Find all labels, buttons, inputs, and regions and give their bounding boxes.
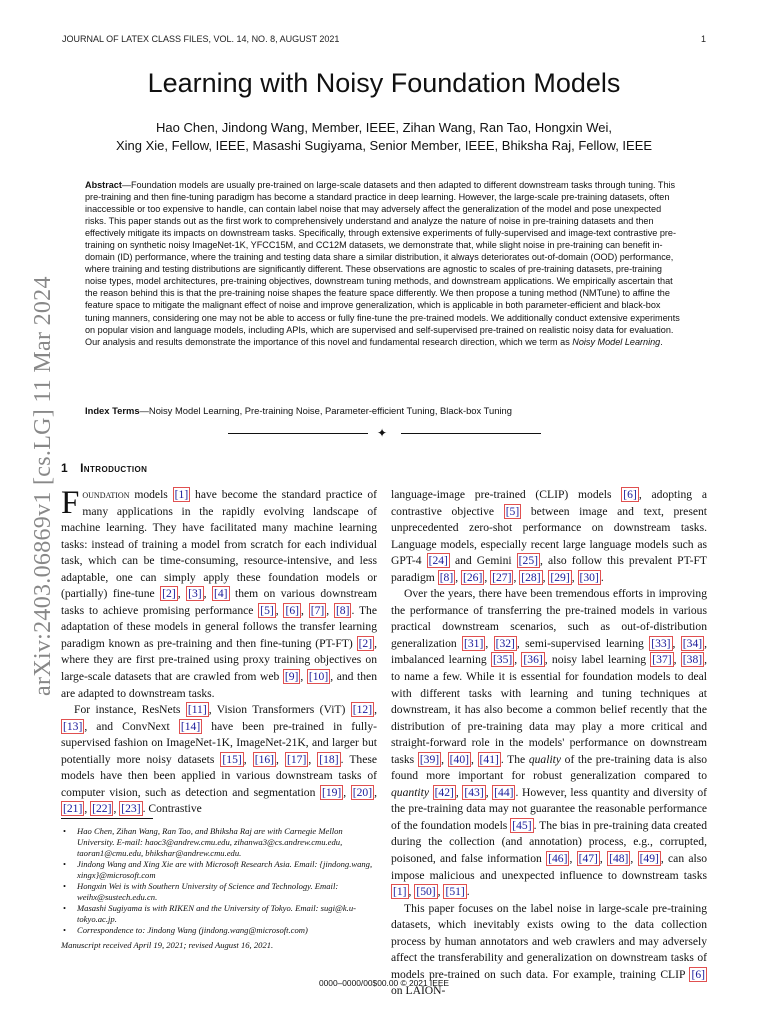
citation-link[interactable]: [12] bbox=[352, 703, 373, 717]
citation-link[interactable]: [6] bbox=[691, 967, 705, 981]
abstract-label: Abstract bbox=[85, 180, 122, 190]
citation-link[interactable]: [6] bbox=[623, 488, 637, 501]
citation-link[interactable]: [22] bbox=[92, 802, 112, 816]
manuscript-note: Manuscript received April 19, 2021; revised August 16, 2021. bbox=[61, 940, 274, 950]
citation-link[interactable]: [5] bbox=[260, 603, 274, 617]
citation-link[interactable]: [11] bbox=[187, 703, 207, 717]
citation-link[interactable]: [31] bbox=[464, 636, 484, 650]
footnote-item: • Jindong Wang and Xing Xie are with Microsoft Research Asia. Email: {jindong.wang, xingx}@microsoft.com bbox=[77, 859, 377, 881]
citation-link[interactable]: [29] bbox=[550, 570, 570, 584]
intro-paragraph-3: Over the years, there have been tremendous efforts in improving the performance of transferring the pre-trained models in various practical downstream scenarios, such as out-of-distribution generalization [31] , [32] , semi-supervised learning [33] , [34] , imbalanced learning [35] , [36] , noisy label learning [37] , [38] , to name a few. While it is essential for foundation models to deal with different tasks with learning and tuning techniques at downstream, it has also become a common belief recently that the distribution of pre-training data may play a more critical and straight-forward role in the models' performance on downstream tasks [39] , [40] , [41] . The quality of the pre-training data is also found more important for robust generalization compared to quantity [42] , [43] , [44] . However, less quantity and diversity of the pre-training data may not guarantee the reasonable performance of the foundation models [45] . The bias in pre-training data created during the collection (and annotation) process, e.g., corrupted, poisoned, and false information [46] , [47] , [48] , [49] , can also impose malicious and unexpected influence to downstream tasks [1] , [50] , [51] . bbox=[391, 587, 708, 899]
citation-link[interactable]: [27] bbox=[492, 570, 512, 584]
arxiv-stamp-text: arXiv:2403.06869v1 [cs.LG] 11 Mar 2024 bbox=[30, 276, 56, 696]
citation-link[interactable]: [20] bbox=[352, 785, 373, 799]
citation-link[interactable]: [6] bbox=[285, 603, 299, 617]
body-column-left bbox=[61, 487, 377, 818]
citation-link[interactable]: [21] bbox=[63, 802, 83, 816]
citation-link[interactable]: [36] bbox=[523, 653, 543, 667]
citation-link[interactable]: [48] bbox=[609, 852, 629, 866]
intro-paragraph-2-cont: language-image pre-trained (CLIP) models [6] , adopting a contrastive objective [5] between image and text, present unprecedented zero-shot performance on downstream tasks. Language models, especially recent large language models such as GPT-4 [24] and Gemini [25] , also follow this prevalent PT-FT paradigm [8] , [26] , [27] , [28] , [29] , [30] . bbox=[391, 488, 707, 584]
citation-link[interactable]: [33] bbox=[651, 636, 671, 650]
citation-link[interactable]: [44] bbox=[494, 785, 514, 799]
citation-link[interactable]: [2] bbox=[358, 636, 373, 650]
citation-link[interactable]: [4] bbox=[214, 587, 228, 601]
abstract-text: —Foundation models are usually pre-trained on large-scale datasets and then adapted to different downstream tasks through tuning. This pre-training and then fine-tuning paradigm has become a standard practice in deep learning. However, the large-scale pre-training datasets, often inaccessible or too expensive to handle, can contain label noise that may adversely affect the generalization of the model and pose unexpected risks. This paper stands out as the first work to comprehensively understand and analyze the nature of noise in pre-training datasets and then effectively mitigate its impacts on downstream tasks. Specifically, through extensive experiments of fully-supervised and image-text contrastive pre-training on synthetic noisy ImageNet-1K, YFCC15M, and CC12M datasets, we demonstrate that, while slight noise in pre-training can benefit in-domain (ID) performance, where the training and testing data share a similar distribution, it always deteriorates out-of-domain (OOD) performance, where training and testing distributions are significantly different. These observations are agnostic to scales of pre-training datasets, pre-training noise types, model architectures, pre-training objectives, downstream tuning methods, and downstream applications. We empirically ascertain that the reason behind this is that the pre-training noise shapes the feature space differently. We then propose a tuning method (NMTune) to affine the feature space to mitigate the malignant effect of noise and improve generalization, which is applicable in both parameter-efficient and black-box tuning manners, considering one may not be able to access or fully fine-tune the pre-trained models. We additionally conduct extensive experiments on popular vision and language models, including APIs, which are supervised and self-supervised pre-trained on realistic noisy data for evaluation. Our analysis and results demonstrate the importance of this novel and fundamental research direction, which we term as bbox=[85, 180, 680, 347]
citation-link[interactable]: [5] bbox=[505, 504, 520, 518]
citation-link[interactable]: [3] bbox=[188, 587, 202, 601]
citation-link[interactable]: [47] bbox=[578, 852, 598, 866]
citation-link[interactable]: [51] bbox=[445, 885, 465, 899]
citation-link[interactable]: [40] bbox=[449, 752, 469, 766]
citation-link[interactable]: [28] bbox=[521, 570, 541, 584]
author-line-1: Hao Chen, Jindong Wang, Member, IEEE, Zihan Wang, Ran Tao, Hongxin Wei, bbox=[156, 120, 612, 135]
paper-title: Learning with Noisy Foundation Models bbox=[147, 68, 621, 98]
arxiv-stamp bbox=[26, 266, 56, 696]
citation-link[interactable]: [7] bbox=[310, 603, 325, 617]
citation-link[interactable]: [39] bbox=[419, 752, 440, 766]
citation-link[interactable]: [16] bbox=[254, 752, 275, 766]
journal-header: JOURNAL OF LATEX CLASS FILES, VOL. 14, NO. 8, AUGUST 2021 bbox=[62, 34, 340, 44]
abstract-end: . bbox=[660, 336, 663, 347]
citation-link[interactable]: [25] bbox=[518, 554, 538, 568]
author-line-2: Xing Xie, Fellow, IEEE, Masashi Sugiyama, Senior Member, IEEE, Bhiksha Raj, Fellow, IEEE bbox=[115, 138, 653, 153]
citation-link[interactable]: [19] bbox=[321, 785, 342, 799]
citation-link[interactable]: [15] bbox=[222, 752, 242, 766]
separator-diamond-icon: ✦ bbox=[377, 426, 388, 440]
citation-link[interactable]: [30] bbox=[579, 570, 599, 584]
intro-paragraph-1: Foundation models [1] have become the standard practice of many applications in the rapidly evolving landscape of machine learning. They have facilitated many machine learning tasks: instead of training a model from scratch for each individual task, which can be time-consuming, resource-intensive, and less adaptable, one can simply apply these foundation models or (partially) fine-tune [2] , [3] , [4] them on various downstream tasks to achieve promising performance [5] , [6] , [7] , [8] . The adaptation of these models in general follows the transfer learning paradigm known as pre-training and then fine-tuning (PT-FT) [2] , where they are first pre-trained using proxy training objectives on large-scale datasets that are crawled from web [9] , [10] , and then are adapted to downstream tasks. bbox=[61, 485, 378, 700]
abstract bbox=[85, 179, 682, 348]
citation-link[interactable]: [24] bbox=[428, 554, 448, 568]
intro-paragraph-4: This paper focuses on the label noise in large-scale pre-training datasets, which inevitably exists owing to the data collection process by human annotators and web crawlers and may adversely affect the transferability and generalization on downstream tasks of models pre-trained on such data. For example, training CLIP [6] on LAION- bbox=[391, 901, 707, 998]
section-title: Introduction bbox=[80, 461, 148, 475]
citation-link[interactable]: [23] bbox=[121, 802, 141, 816]
citation-link[interactable]: [43] bbox=[464, 785, 484, 799]
citation-link[interactable]: [41] bbox=[479, 752, 499, 766]
citation-link[interactable]: [37] bbox=[652, 653, 672, 667]
section-separator bbox=[228, 427, 541, 439]
citation-link[interactable]: [14] bbox=[180, 719, 201, 733]
intro-paragraph-2: For instance, ResNets [11] , Vision Transformers (ViT) [12] , [13] , and ConvNext [14] have been pre-trained in fully-supervised fashion on ImageNet-1K, ImageNet-21K, and larger but potentially more noisy datasets [15] , [16] , [17] , [18] . These models have then been applied in various downstream tasks of computer vision, such as detection and segmentation [19] , [20] , [21] , [22] , [23] . Contrastive bbox=[61, 703, 378, 816]
index-terms-label: Index Terms bbox=[85, 405, 140, 416]
footnote-rule bbox=[61, 818, 153, 819]
citation-link[interactable]: [2] bbox=[162, 587, 176, 601]
citation-link[interactable]: [17] bbox=[286, 752, 307, 766]
index-terms bbox=[85, 405, 682, 417]
citation-link[interactable]: [38] bbox=[682, 653, 703, 667]
section-number: 1 bbox=[61, 461, 69, 475]
citation-link[interactable]: [49] bbox=[639, 852, 659, 866]
body-column-right bbox=[391, 487, 707, 1000]
index-terms-text: —Noisy Model Learning, Pre-training Noise, Parameter-efficient Tuning, Black-box Tuning bbox=[139, 405, 512, 416]
citation-link[interactable]: [9] bbox=[284, 670, 299, 684]
citation-link[interactable]: [35] bbox=[492, 653, 513, 667]
citation-link[interactable]: [10] bbox=[308, 670, 329, 684]
citation-link[interactable]: [26] bbox=[463, 570, 483, 584]
footnote-item: • Masashi Sugiyama is with RIKEN and the University of Tokyo. Email: sugi@k.u-tokyo.ac.jp. bbox=[77, 903, 377, 925]
footnote-item: • Correspondence to: Jindong Wang (jindong.wang@microsoft.com) bbox=[77, 925, 377, 936]
citation-link[interactable]: [50] bbox=[416, 885, 436, 899]
running-header bbox=[62, 34, 706, 44]
citation-link[interactable]: [13] bbox=[63, 719, 83, 733]
citation-link[interactable]: [42] bbox=[434, 785, 454, 799]
citation-link[interactable]: [1] bbox=[393, 885, 407, 899]
page-number: 1 bbox=[700, 34, 706, 44]
section-heading bbox=[61, 461, 147, 475]
footnote-item: • Hongxin Wei is with Southern University of Science and Technology. Email: weihx@sustech.edu.cn. bbox=[77, 881, 377, 903]
abstract-term: Noisy Model Learning bbox=[572, 336, 661, 347]
separator-line-right bbox=[401, 433, 541, 434]
drop-cap: F bbox=[61, 485, 80, 521]
citation-link[interactable]: [34] bbox=[682, 636, 703, 650]
footnote-item: • Hao Chen, Zihan Wang, Ran Tao, and Bhiksha Raj are with Carnegie Mellon University. E-mail: haoc3@andrew.cmu.edu, zihanwa3@cs.andrew.cmu.edu, taoran1@cmu.edu, bhikshar@andrew.cmu.edu. bbox=[77, 826, 377, 859]
citation-link[interactable]: [1] bbox=[174, 488, 189, 501]
citation-link[interactable]: [8] bbox=[335, 603, 350, 617]
author-list bbox=[60, 119, 708, 155]
separator-line-left bbox=[228, 433, 368, 434]
citation-link[interactable]: [32] bbox=[495, 636, 515, 650]
footnotes bbox=[61, 826, 377, 951]
citation-link[interactable]: [45] bbox=[512, 818, 532, 832]
citation-link[interactable]: [46] bbox=[548, 852, 568, 866]
citation-link[interactable]: [18] bbox=[319, 752, 339, 766]
copyright-line: 0000–0000/00$00.00 © 2021 IEEE bbox=[318, 978, 450, 988]
citation-link[interactable]: [8] bbox=[439, 570, 454, 584]
